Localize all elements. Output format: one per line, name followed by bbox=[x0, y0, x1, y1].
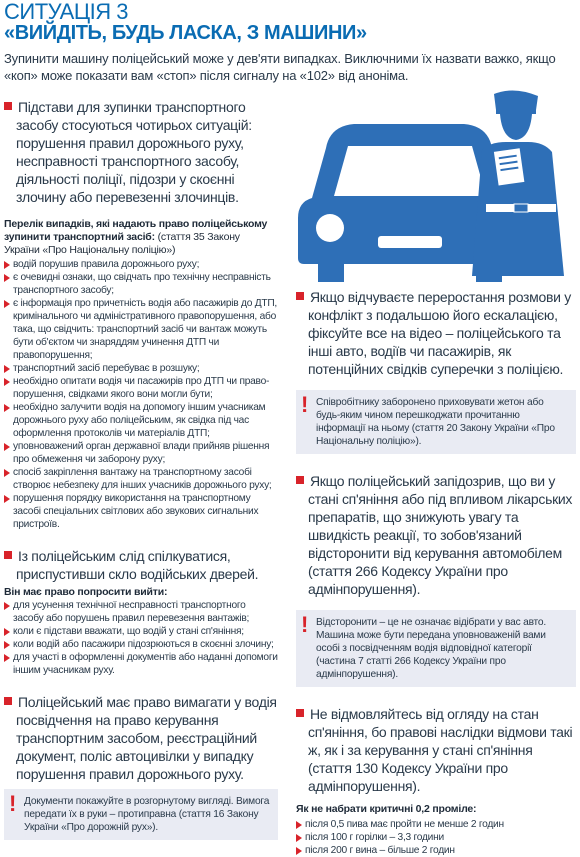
limits-list bbox=[296, 818, 576, 857]
list-item-text: необхідно залучити водія на допомогу іншим учасникам дорожнього руху або поліцейським, як свідка під час оформлення протоколів чи матеріалів ДТП; bbox=[13, 402, 266, 439]
list-item bbox=[4, 375, 278, 401]
grounds-paragraph bbox=[4, 98, 278, 206]
header bbox=[4, 2, 576, 84]
bullet-square-icon bbox=[296, 476, 304, 484]
list-item-text: є очевидні ознаки, що свідчать про технічну несправність транспортного засобу; bbox=[13, 272, 271, 296]
list-item bbox=[4, 271, 278, 297]
right-column bbox=[296, 288, 576, 857]
list-item-text: уповноважений орган державної влади прийняв рішення про обмеження чи заборону руху; bbox=[13, 441, 270, 465]
documents-text: Поліцейський має право вимагати у водія посвідчення на право керування транспортним засобом, реєстраційний документ, поліс автоцивілки у випадку порушення правил дорожнього руху. bbox=[16, 694, 277, 782]
refuse-text: Не відмовляйтесь від огляду на стан сп'яніння, бо правові наслідки відмови такі ж, як і за керування у стані сп'яніння (стаття 130 Кодексу України про адмінпорушення). bbox=[308, 706, 573, 794]
page-title-line2: «ВИЙДІТЬ, БУДЬ ЛАСКА, З МАШИНИ» bbox=[4, 22, 367, 44]
list-item-text: для участі в оформленні документів або наданні допомоги іншим учасникам руху. bbox=[13, 652, 278, 676]
list-item bbox=[4, 466, 278, 492]
suspect-text: Якщо поліцейський запідозрив, що ви у стані сп'яніння або під впливом лікарських препаратів, що знижують увагу та швидкість реакції, то зобов'язаний відсторонити від керування автомобілем (стаття 266 Кодексу України про адмінпорушення). bbox=[308, 473, 573, 597]
exit-cases-list bbox=[4, 599, 278, 677]
cases-list-title bbox=[4, 218, 278, 257]
triangle-bullet-icon bbox=[4, 404, 10, 412]
triangle-bullet-icon bbox=[4, 495, 10, 503]
suspect-paragraph bbox=[296, 472, 576, 598]
bullet-square-icon bbox=[4, 102, 12, 110]
triangle-bullet-icon bbox=[4, 602, 10, 610]
list-item-text: коли водій або пасажири підозрюються в скоєнні злочину; bbox=[13, 639, 274, 650]
documents-paragraph bbox=[4, 693, 278, 783]
list-item-text: після 100 г горілки – 3,3 години bbox=[305, 832, 444, 843]
list-item-text: коли є підстави вважати, що водій у стані сп'яніння; bbox=[13, 626, 244, 637]
list-item bbox=[4, 401, 278, 440]
list-item bbox=[4, 258, 278, 271]
lead-paragraph: Зупинити машину поліцейський може у дев'яти випадках. Виключними їх назвати важко, якщо «коп» може показати вам «стоп» після сигналу на «102» від аноніма. bbox=[4, 51, 556, 83]
limits-title: Як не набрати критичні 0,2 проміле: bbox=[296, 803, 477, 815]
suspend-note bbox=[296, 610, 576, 687]
token-note bbox=[296, 390, 576, 454]
list-item bbox=[4, 362, 278, 375]
list-item bbox=[4, 297, 278, 362]
bullet-square-icon bbox=[4, 697, 12, 705]
triangle-bullet-icon bbox=[4, 378, 10, 386]
window-paragraph bbox=[4, 547, 278, 583]
list-item-text: необхідно опитати водія чи пасажирів про ДТП чи право-порушення, свідками якого вони могли бути; bbox=[13, 376, 270, 400]
documents-note bbox=[4, 789, 278, 840]
list-item-text: порушення порядку використання на транспортному засобі спеціальних світлових або звукових сигнальних пристроїв. bbox=[13, 493, 259, 530]
triangle-bullet-icon bbox=[4, 469, 10, 477]
bullet-square-icon bbox=[4, 551, 12, 559]
stop-cases-list bbox=[4, 258, 278, 531]
list-item bbox=[4, 625, 278, 638]
exit-list-title: Він має право попросити вийти: bbox=[4, 586, 168, 598]
list-item bbox=[296, 818, 576, 831]
grounds-text: Підстави для зупинки транспортного засобу стосуються чотирьох ситуацій: порушення правил дорожнього руху, несправності транспортного засобу, діяльності поліції, підозри у скоєнні злочину або перевезенні злочинців. bbox=[16, 99, 252, 205]
police-car-illustration-icon bbox=[296, 86, 576, 286]
suspend-note-text: Відсторонити – це не означає відібрати у вас авто. Машина може бути передана уповноваженій вами особі з посвідченням водія відповідної категорії (частина 7 статті 266 Кодексу України про адмінпорушення). bbox=[316, 617, 547, 680]
triangle-bullet-icon bbox=[4, 261, 10, 269]
list-item bbox=[4, 638, 278, 651]
bullet-square-icon bbox=[296, 709, 304, 717]
documents-note-text: Документи покажуйте в розгорнутому вигляді. Вимога передати їх в руки – протиправна (стаття 16 Закону України «Про дорожній рух»). bbox=[24, 796, 270, 833]
cases-title-source: (стаття 35 Закону України «Про Національну поліцію») bbox=[4, 231, 240, 256]
triangle-bullet-icon bbox=[4, 654, 10, 662]
triangle-bullet-icon bbox=[4, 641, 10, 649]
triangle-bullet-icon bbox=[296, 847, 302, 855]
triangle-bullet-icon bbox=[4, 274, 10, 282]
triangle-bullet-icon bbox=[4, 300, 10, 308]
page-title-line1: СИТУАЦІЯ 3 bbox=[4, 0, 128, 24]
left-column bbox=[4, 98, 278, 840]
list-item-text: водій порушив правила дорожнього руху; bbox=[13, 259, 200, 270]
policeman-icon bbox=[472, 90, 564, 276]
illustration bbox=[296, 86, 576, 286]
list-item-text: для усунення технічної несправності транспортного засобу або порушень правил перевезення вантажів; bbox=[13, 600, 250, 624]
token-note-text: Співробітнику заборонено приховувати жетон або будь-яким чином перешкоджати прочитанню інформації на ньому (стаття 20 Закону України «Про Національну поліцію»). bbox=[316, 397, 555, 447]
triangle-bullet-icon bbox=[4, 628, 10, 636]
list-item-text: після 200 г вина – більше 2 годин bbox=[305, 845, 455, 856]
video-text: Якщо відчуваєте переростання розмови у конфлікт з подальшою його ескалацією, фіксуйте все на відео – поліцейського та інші авто, водіїв чи пасажирів, як потенційних свідків суперечки з поліцією. bbox=[308, 289, 571, 377]
exclamation-icon: ! bbox=[9, 791, 17, 816]
list-item bbox=[4, 440, 278, 466]
list-item-text: є інформація про причетність водія або пасажирів до ДТП, кримінального чи адміністративного правопорушення, або така, що свідчить: транспортний засіб чи вантаж можуть бути об'єктом чи знаряддям учинення ДТП чи правопорушення; bbox=[13, 298, 278, 361]
list-item bbox=[4, 492, 278, 531]
bullet-square-icon bbox=[296, 292, 304, 300]
exclamation-icon: ! bbox=[301, 392, 309, 417]
triangle-bullet-icon bbox=[296, 834, 302, 842]
list-item bbox=[296, 831, 576, 844]
list-item-text: після 0,5 пива має пройти не менше 2 годин bbox=[305, 819, 504, 830]
triangle-bullet-icon bbox=[296, 821, 302, 829]
triangle-bullet-icon bbox=[4, 365, 10, 373]
refuse-paragraph bbox=[296, 705, 576, 795]
list-item bbox=[4, 599, 278, 625]
window-text: Із поліцейським слід спілкуватися, приспустивши скло водійських дверей. bbox=[16, 548, 259, 582]
list-item bbox=[4, 651, 278, 677]
cases-title-bold: Перелік випадків, які надають право поліцейському зупинити транспортний засіб: bbox=[4, 218, 268, 243]
list-item-text: спосіб закріплення вантажу на транспортному засобі створює небезпеку для інших учасників дорожнього руху; bbox=[13, 467, 272, 491]
list-item-text: транспортний засіб перебуває в розшуку; bbox=[13, 363, 200, 374]
video-paragraph bbox=[296, 288, 576, 378]
triangle-bullet-icon bbox=[4, 443, 10, 451]
exclamation-icon: ! bbox=[301, 612, 309, 637]
list-item bbox=[296, 844, 576, 857]
